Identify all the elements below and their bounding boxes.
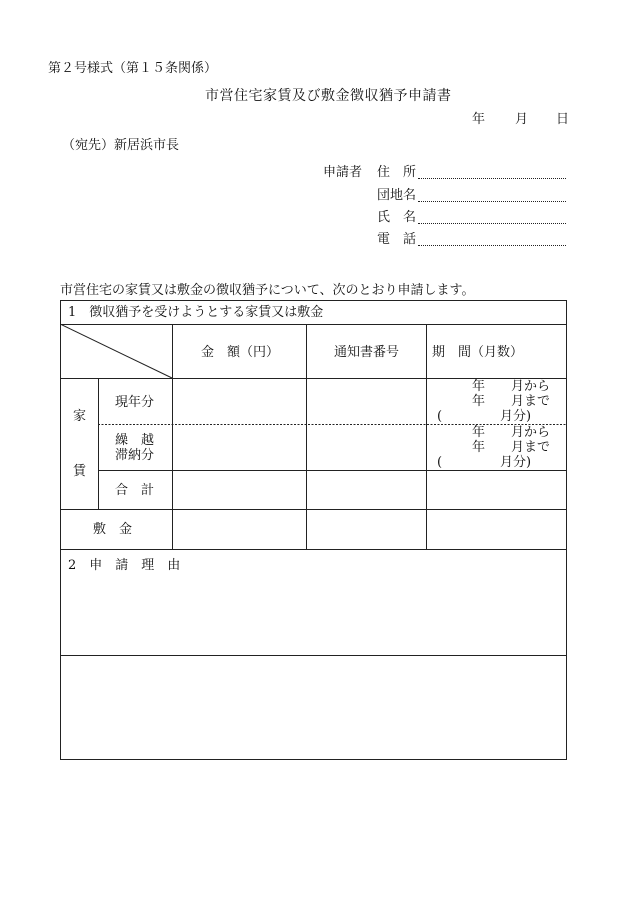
rent-label-top: 家 [73,409,87,424]
row-carryover-2: 滞納分 [115,448,155,463]
header-amount: 金 額（円） [201,345,280,360]
header-period: 期 間（月数） [432,345,524,360]
row-deposit: 敷 金 [93,522,133,537]
date-day-label: 日 [556,112,570,127]
period-carry-to-year: 年 [472,440,486,455]
application-table [60,300,567,760]
row-carryover-1: 繰 越 [115,433,155,448]
section2-title: 2 申 請 理 由 [68,558,181,573]
period-current-months: 月分) [500,409,532,424]
row-current-year: 現年分 [115,395,155,410]
housing-complex-field[interactable] [418,201,566,202]
period-current-to-month: 月まで [511,394,551,409]
period-carry-months: 月分) [500,455,532,470]
section1-title: 1 徴収猶予を受けようとする家賃又は敷金 [68,305,324,320]
rent-label-bottom: 賃 [73,464,87,479]
period-current-from-month: 月から [511,379,551,394]
date-month-label: 月 [515,112,529,127]
row-total: 合 計 [115,483,155,498]
period-carry-from-month: 月から [511,425,551,440]
table-lines [60,300,567,760]
phone-label: 電 話 [377,232,417,247]
intro-text: 市営住宅の家賃又は敷金の徴収猶予について、次のとおり申請します。 [60,283,475,298]
period-carry-paren: ( [437,455,443,470]
form-number: 第２号様式（第１５条関係） [48,61,218,76]
period-carry-to-month: 月まで [511,440,551,455]
date-year-label: 年 [472,112,486,127]
period-carry-from-year: 年 [472,425,486,440]
period-current-paren: ( [437,409,443,424]
page-title: 市営住宅家賃及び敷金徴収猶予申請書 [205,88,452,104]
address-field[interactable] [418,178,566,179]
period-current-to-year: 年 [472,394,486,409]
housing-complex-label: 団地名 [377,188,417,203]
name-label: 氏 名 [377,210,417,225]
phone-field[interactable] [418,245,566,246]
name-field[interactable] [418,223,566,224]
addressee: （宛先）新居浜市長 [62,138,180,153]
applicant-label: 申請者 [323,165,363,180]
header-notice-number: 通知書番号 [334,345,400,360]
period-current-from-year: 年 [472,379,486,394]
address-label: 住 所 [377,165,417,180]
